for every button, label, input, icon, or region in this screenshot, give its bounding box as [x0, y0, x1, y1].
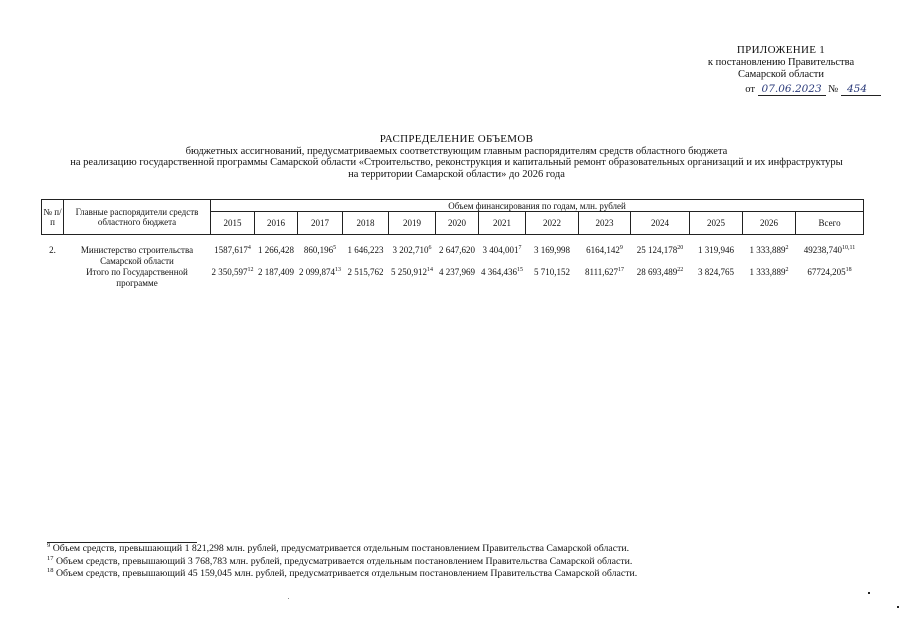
cell-value: 67724,205 [807, 267, 846, 277]
value-cell [479, 245, 526, 267]
cell-value: 4 237,969 [439, 267, 475, 277]
header-year: 2019 [389, 212, 436, 235]
cell-value: 2 350,597 [211, 267, 248, 277]
cell-value: 1 333,889 [749, 245, 786, 255]
value-cell [298, 245, 343, 267]
funding-table [41, 199, 864, 289]
document-heading [0, 134, 913, 180]
footnote-ref: 6 [428, 245, 432, 251]
footnote [47, 568, 877, 581]
footnote-ref: 7 [518, 245, 522, 251]
value-cell [211, 267, 255, 289]
value-cell [526, 267, 579, 289]
cell-value: 6164,142 [586, 245, 620, 255]
cell-value: 2 515,762 [347, 267, 384, 277]
value-cell [389, 245, 436, 267]
footnote-ref: 10,11 [842, 245, 856, 251]
heading-line: на территории Самарской области» до 2026 года [348, 168, 565, 180]
appendix-date-line [681, 83, 881, 97]
footnote-ref: 17 [618, 267, 625, 273]
value-cell [631, 267, 690, 289]
row-number [42, 267, 64, 289]
cell-value: 1 319,946 [698, 245, 734, 255]
header-year: 2018 [343, 212, 389, 235]
footnote-text: Объем средств, превышающий 3 768,783 млн. рублей, предусматривается отдельным постановлением Правительства Самарской области. [55, 555, 633, 567]
value-cell [343, 245, 389, 267]
value-cell [343, 267, 389, 289]
header-year: 2026 [743, 212, 796, 235]
value-cell [298, 267, 343, 289]
footnote [47, 556, 877, 569]
cell-value: 1 333,889 [749, 267, 786, 277]
footnote-ref: 4 [247, 245, 251, 251]
footnote-text: Объем средств, превышающий 45 159,045 млн. рублей, предусматривается отдельным постановлением Правительства Самарской области. [55, 568, 638, 579]
footnote-ref: 20 [677, 245, 684, 251]
header-year: 2017 [298, 212, 343, 235]
value-cell [526, 245, 579, 267]
value-cell [255, 267, 298, 289]
appendix-title: ПРИЛОЖЕНИЕ 1 [736, 44, 826, 56]
footnote-ref: 18 [845, 267, 852, 273]
footnote-ref: 15 [517, 267, 523, 273]
heading-line: на реализацию государственной программы Самарской области «Строительство, реконструкция и капитальный ремонт образовательных организаций и их инфраструктуры [70, 157, 843, 168]
cell-value: 3 169,998 [534, 245, 570, 255]
header-year: 2025 [690, 212, 743, 235]
header-year: 2022 [526, 212, 579, 235]
cell-value: 1587,617 [214, 245, 248, 255]
header-year: 2021 [479, 212, 526, 235]
page-title: РАСПРЕДЕЛЕНИЕ ОБЪЕМОВ [379, 133, 534, 145]
number-label: № [828, 83, 839, 95]
appendix-line: к постановлению Правительства [707, 56, 855, 68]
footnote-mark: 17 [47, 554, 54, 562]
cell-value: 860,196 [303, 245, 334, 255]
value-cell [743, 245, 796, 267]
value-cell [436, 245, 479, 267]
value-cell [743, 267, 796, 289]
scan-speck [288, 598, 289, 599]
footnote-ref: 14 [427, 267, 433, 273]
cell-value: 2 647,620 [439, 245, 475, 255]
header-owner: Главные распорядители средств областного бюджета [64, 200, 211, 235]
value-cell [796, 267, 864, 289]
handwritten-date: 07.06.2023 [758, 83, 826, 96]
header-year: 2020 [436, 212, 479, 235]
header-year: 2016 [255, 212, 298, 235]
header-year: 2015 [211, 212, 255, 235]
value-cell [690, 267, 743, 289]
value-cell [479, 267, 526, 289]
cell-value: 1 266,428 [258, 245, 294, 255]
footnote-ref: 13 [335, 267, 341, 273]
footnote-ref: 5 [333, 245, 337, 251]
value-cell [579, 245, 631, 267]
cell-value: 8111,627 [584, 267, 619, 277]
footnote [47, 543, 877, 556]
cell-value: 25 124,178 [636, 245, 678, 255]
value-cell [436, 267, 479, 289]
value-cell [796, 245, 864, 267]
scan-speck [897, 606, 899, 608]
heading-line: бюджетных ассигнований, предусматриваемых соответствующим главным распорядителям средств областного бюджета [185, 145, 728, 157]
cell-value: 2 099,874 [299, 267, 335, 277]
cell-value: 28 693,489 [636, 267, 678, 277]
cell-value: 1 646,223 [347, 245, 384, 255]
value-cell [631, 245, 690, 267]
value-cell [211, 245, 255, 267]
cell-value: 5 250,912 [391, 267, 427, 277]
footnote-mark: 9 [47, 542, 51, 549]
scan-speck [868, 592, 870, 594]
cell-value: 3 824,765 [698, 267, 734, 277]
table-row [42, 267, 864, 289]
footnote-ref: 2 [785, 267, 789, 273]
row-owner: Министерство строительства Самарской области [80, 245, 194, 266]
value-cell [690, 245, 743, 267]
header-no: № п/п [42, 200, 64, 235]
footnote-ref: 2 [785, 245, 789, 251]
header-year: Всего [796, 212, 864, 235]
footnotes [47, 543, 877, 581]
footnote-text: Объем средств, превышающий 1 821,298 млн. рублей, предусматривается отдельным постановлением Правительства Самарской области. [52, 543, 630, 554]
value-cell [255, 245, 298, 267]
footnote-mark: 18 [47, 567, 54, 574]
footnote-ref: 22 [677, 267, 684, 273]
cell-value: 3 202,710 [392, 245, 429, 255]
cell-value: 49238,740 [803, 245, 843, 255]
from-label: от [745, 83, 755, 95]
cell-value: 2 187,409 [258, 267, 294, 277]
handwritten-number: 454 [841, 83, 881, 96]
appendix-block [681, 44, 881, 96]
header-year: 2023 [579, 212, 631, 235]
value-cell [579, 267, 631, 289]
header-funding-group: Объем финансирования по годам, млн. рублей [211, 200, 864, 212]
footnote-ref: 12 [247, 267, 254, 273]
cell-value: 5 710,152 [534, 267, 570, 277]
cell-value: 3 404,001 [482, 245, 519, 255]
value-cell [389, 267, 436, 289]
footnote-ref: 9 [619, 245, 623, 251]
row-number: 2. [49, 245, 56, 255]
appendix-line: Самарской области [738, 69, 824, 80]
header-year: 2024 [631, 212, 690, 235]
cell-value: 4 364,436 [481, 267, 517, 277]
table-row [42, 245, 864, 267]
row-owner: Итого по Государственной программе [86, 267, 188, 288]
